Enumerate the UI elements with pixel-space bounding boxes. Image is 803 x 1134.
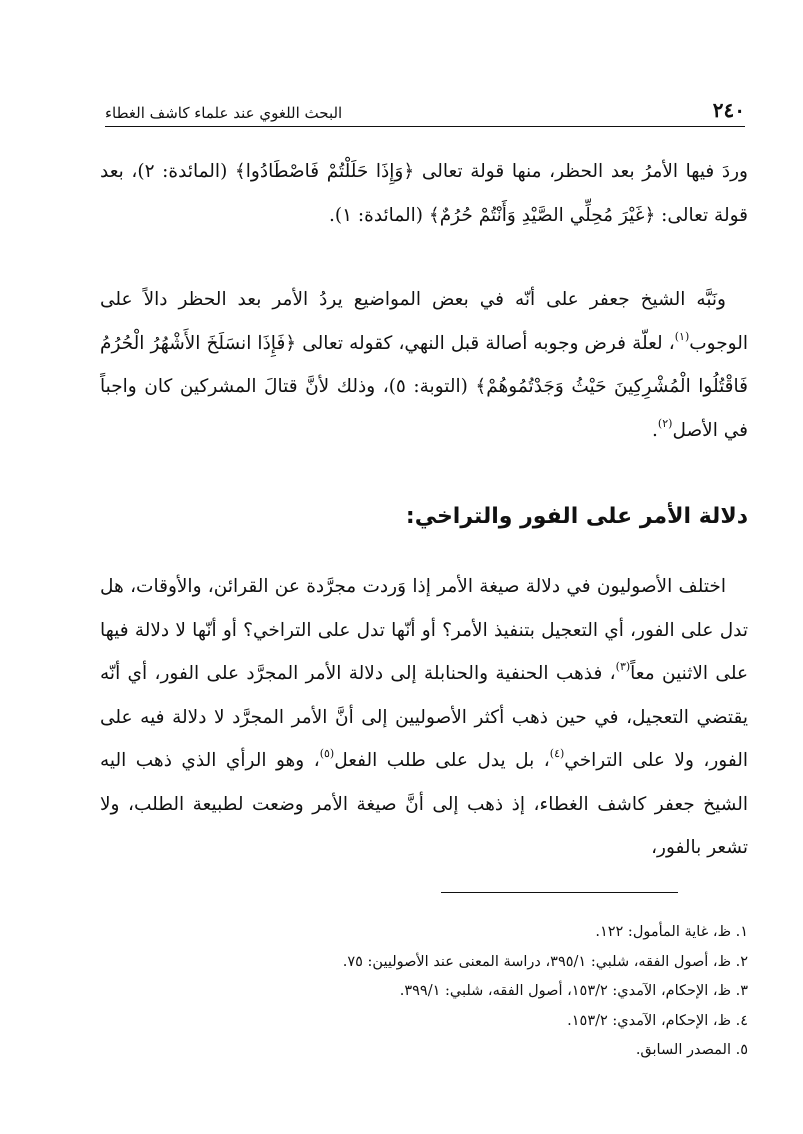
paragraph-2-text-b: ، لعلّة فرض وجوبه أصالة قبل النهي، كقوله تعالى bbox=[296, 332, 675, 354]
paragraph-3-text-b: ، فذهب الحنفية والحنابلة إلى دلالة الأمر المجرَّد على الفور، أي أنّه يقتضي التعجيل، في حين ذهب أكثر الأصوليين إلى أنَّ الأمر المجرَّد لا دلالة فيه على الفور، ولا على التراخي bbox=[100, 663, 748, 771]
footnote-ref-2[interactable]: (٢) bbox=[657, 416, 673, 430]
paragraph-3-text-c: ، بل يدل على طلب الفعل bbox=[334, 750, 550, 771]
paragraph-3 bbox=[100, 565, 748, 870]
quran-verse-1: ﴿وَإِذَا حَلَلْتُمْ فَاصْطَادُوا﴾ bbox=[234, 161, 415, 182]
paragraph-3-block bbox=[100, 565, 748, 870]
quran-verse-3: ﴿فَإِذَا انسَلَخَ الأَشْهُرُ الْحُرُمُ فَاقْتُلُوا الْمُشْرِكِينَ حَيْثُ وَجَدْتُمُوهُمْ﴾ bbox=[100, 332, 748, 397]
footnote-ref-1[interactable]: (١) bbox=[674, 329, 690, 343]
header-divider bbox=[105, 126, 745, 127]
footnote-item: ٤. ظ، الإحكام، الآمدي: ١٥٣/٢. bbox=[567, 1012, 748, 1029]
footnote-ref-5[interactable]: (٥) bbox=[319, 747, 335, 760]
page-header bbox=[105, 92, 745, 122]
paragraph-2-text-d: . bbox=[652, 419, 658, 441]
paragraph-3-text-a: اختلف الأصوليون في دلالة صيغة الأمر إذا وَردت مجرَّدة عن القرائن، والأوقات، هل تدل على الفور، أي التعجيل بتنفيذ الأمر؟ أو أنّها تدل على التراخي؟ أو أنّها لا دلالة فيها على الاثنين معاً bbox=[100, 576, 748, 684]
paragraph-3-text-d: ، وهو الرأي الذي ذهب اليه الشيخ جعفر كاشف الغطاء، إذ ذهب إلى أنَّ صيغة الأمر وضعت لطبيعة الطلب، ولا تشعر بالفور، bbox=[100, 750, 748, 858]
paragraph-1-text-b: (المائدة: ٢)، بعد قولة تعالى: bbox=[100, 161, 748, 226]
page-number: ٢٤٠ bbox=[712, 98, 745, 122]
footnotes-list bbox=[100, 918, 748, 1066]
footnote-item: ١. ظ، غاية المأمول: ١٢٢. bbox=[595, 924, 748, 940]
footnote-ref-3[interactable]: (٣) bbox=[615, 660, 631, 673]
footnote-item: ٥. المصدر السابق. bbox=[635, 1042, 748, 1058]
paragraph-2-text-a: ونَبَّه الشيخ جعفر على أنّه في بعض المواضيع يردُ الأمر بعد الحظر دالاً على الوجوب bbox=[100, 289, 748, 354]
footnote-ref-4[interactable]: (٤) bbox=[549, 747, 565, 760]
paragraph-1 bbox=[100, 150, 748, 237]
footnote-item: ٢. ظ، أصول الفقه، شلبي: ٣٩٥/١، دراسة المعنى عند الأصوليين: ٧٥. bbox=[342, 953, 748, 970]
footnote-divider bbox=[441, 892, 678, 893]
paragraph-2-text-c: (التوبة: ٥)، وذلك لأنَّ قتالَ المشركين كان واجباً في الأصل bbox=[100, 376, 748, 441]
footnote-item: ٣. ظ، الإحكام، الآمدي: ١٥٣/٢، أصول الفقه، شلبي: ٣٩٩/١. bbox=[399, 983, 748, 999]
paragraph-1-text-a: وردَ فيها الأمرُ بعد الحظر، منها قولة تعالى bbox=[414, 161, 748, 182]
paragraph-2-block bbox=[100, 278, 748, 452]
paragraph-2 bbox=[100, 278, 748, 452]
quran-verse-2: ﴿غَيْرَ مُحِلِّي الصَّيْدِ وَأَنْتُمْ حُرُمٌ﴾ bbox=[428, 204, 656, 226]
running-title: البحث اللغوي عند علماء كاشف الغطاء bbox=[105, 104, 343, 122]
paragraph-1-text-c: (المائدة: ١). bbox=[328, 204, 429, 226]
section-heading: دلالة الأمر على الفور والتراخي: bbox=[405, 504, 748, 529]
paragraph-continuation bbox=[100, 150, 748, 237]
